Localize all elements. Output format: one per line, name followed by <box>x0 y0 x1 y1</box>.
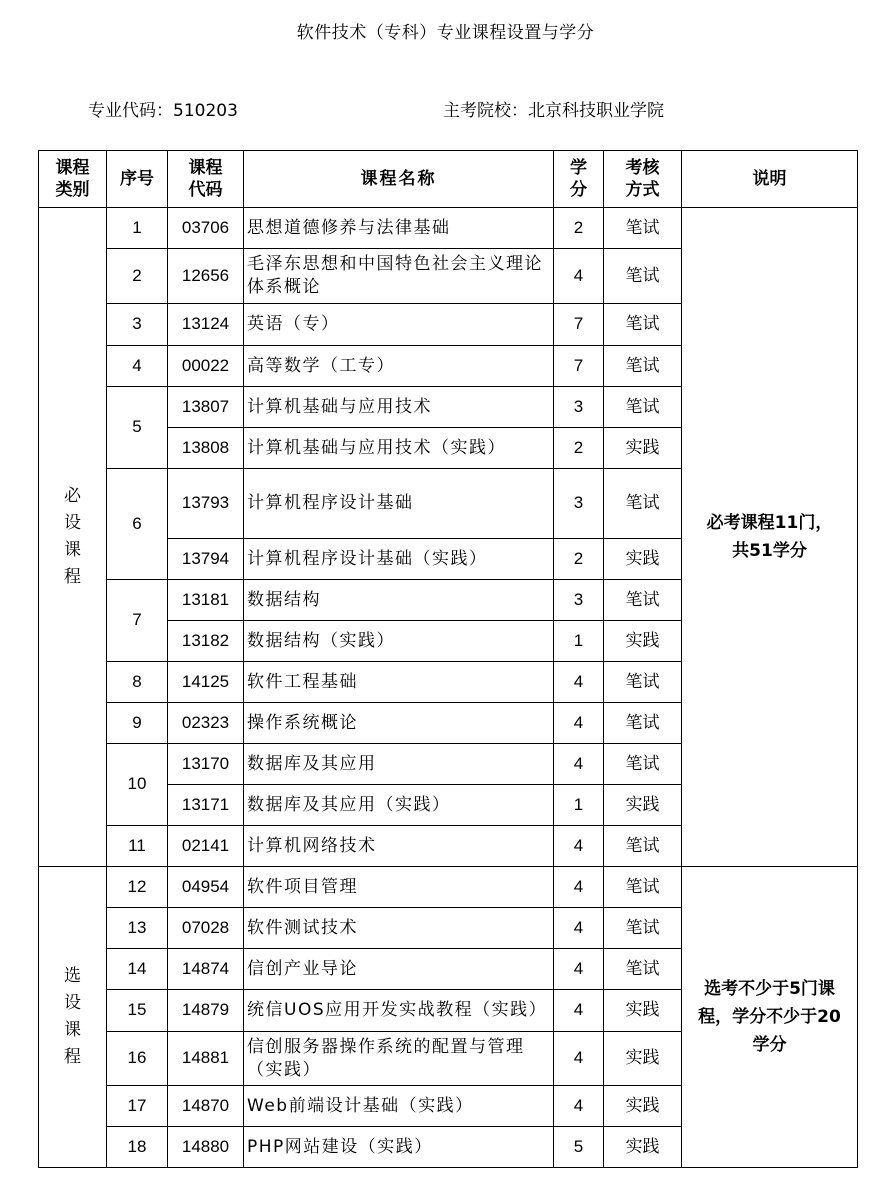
cell-name: 数据结构 <box>244 580 554 621</box>
cell-seq: 6 <box>107 469 168 580</box>
cell-code: 14879 <box>168 990 244 1032</box>
cell-name: 英语（专） <box>244 304 554 346</box>
cell-name: 数据库及其应用（实践） <box>244 785 554 826</box>
cell-exam: 笔试 <box>604 826 682 867</box>
cell-name: 信创产业导论 <box>244 949 554 990</box>
cell-exam: 笔试 <box>604 908 682 949</box>
header-credit: 学分 <box>554 151 604 208</box>
cell-code: 13807 <box>168 387 244 428</box>
cell-code: 13124 <box>168 304 244 346</box>
cell-credit: 4 <box>554 1032 604 1086</box>
cell-seq: 2 <box>107 249 168 304</box>
cell-seq: 12 <box>107 867 168 908</box>
cell-seq: 17 <box>107 1086 168 1127</box>
cell-code: 13182 <box>168 621 244 662</box>
cell-exam: 笔试 <box>604 867 682 908</box>
cell-name: 软件工程基础 <box>244 662 554 703</box>
cell-code: 14880 <box>168 1127 244 1168</box>
cell-seq: 8 <box>107 662 168 703</box>
cell-credit: 3 <box>554 387 604 428</box>
cell-seq: 7 <box>107 580 168 662</box>
cell-code: 12656 <box>168 249 244 304</box>
cell-exam: 笔试 <box>604 249 682 304</box>
cell-name: Web前端设计基础（实践） <box>244 1086 554 1127</box>
cell-seq: 1 <box>107 208 168 249</box>
cell-credit: 4 <box>554 949 604 990</box>
cell-seq: 9 <box>107 703 168 744</box>
cell-code: 13793 <box>168 469 244 539</box>
cell-code: 04954 <box>168 867 244 908</box>
cell-name: 数据库及其应用 <box>244 744 554 785</box>
cell-code: 14874 <box>168 949 244 990</box>
cell-name: 毛泽东思想和中国特色社会主义理论体系概论 <box>244 249 554 304</box>
cell-seq: 16 <box>107 1032 168 1086</box>
cell-name: 数据结构（实践） <box>244 621 554 662</box>
table-row <box>39 867 858 908</box>
cell-seq: 4 <box>107 346 168 387</box>
cell-seq: 3 <box>107 304 168 346</box>
cell-credit: 2 <box>554 539 604 580</box>
cell-name: 软件测试技术 <box>244 908 554 949</box>
cell-exam: 实践 <box>604 990 682 1032</box>
header-seq: 序号 <box>107 151 168 208</box>
note-elective: 选考不少于5门课程，学分不少于20学分 <box>682 867 858 1168</box>
cell-exam: 笔试 <box>604 703 682 744</box>
cell-code: 14870 <box>168 1086 244 1127</box>
cell-name: 软件项目管理 <box>244 867 554 908</box>
category-elective-label: 选设课程 <box>64 966 81 1067</box>
cell-name: 高等数学（工专） <box>244 346 554 387</box>
cell-exam: 实践 <box>604 1032 682 1086</box>
cell-credit: 4 <box>554 662 604 703</box>
cell-code: 13794 <box>168 539 244 580</box>
cell-code: 13181 <box>168 580 244 621</box>
cell-name: 统信UOS应用开发实战教程（实践） <box>244 990 554 1032</box>
cell-credit: 7 <box>554 304 604 346</box>
cell-name: 思想道德修养与法律基础 <box>244 208 554 249</box>
cell-name: 计算机程序设计基础（实践） <box>244 539 554 580</box>
cell-exam: 实践 <box>604 539 682 580</box>
cell-credit: 4 <box>554 249 604 304</box>
cell-code: 13171 <box>168 785 244 826</box>
cell-credit: 2 <box>554 208 604 249</box>
cell-exam: 笔试 <box>604 208 682 249</box>
note-required: 必考课程11门，共51学分 <box>682 208 858 867</box>
cell-credit: 4 <box>554 744 604 785</box>
cell-code: 13170 <box>168 744 244 785</box>
category-elective <box>39 867 107 1168</box>
header-code: 课程代码 <box>168 151 244 208</box>
category-required <box>39 208 107 867</box>
cell-seq: 11 <box>107 826 168 867</box>
cell-name: 信创服务器操作系统的配置与管理（实践） <box>244 1032 554 1086</box>
cell-exam: 笔试 <box>604 662 682 703</box>
cell-credit: 3 <box>554 580 604 621</box>
category-required-label: 必设课程 <box>64 486 81 587</box>
header-name: 课程名称 <box>244 151 554 208</box>
cell-credit: 4 <box>554 703 604 744</box>
cell-exam: 笔试 <box>604 469 682 539</box>
cell-code: 03706 <box>168 208 244 249</box>
header-exam: 考核方式 <box>604 151 682 208</box>
cell-seq: 18 <box>107 1127 168 1168</box>
cell-code: 07028 <box>168 908 244 949</box>
cell-code: 13808 <box>168 428 244 469</box>
cell-code: 14881 <box>168 1032 244 1086</box>
cell-credit: 4 <box>554 990 604 1032</box>
cell-name: 计算机基础与应用技术（实践） <box>244 428 554 469</box>
exam-school: 主考院校：北京科技职业学院 <box>443 101 664 121</box>
cell-exam: 笔试 <box>604 346 682 387</box>
cell-exam: 实践 <box>604 428 682 469</box>
cell-exam: 实践 <box>604 1127 682 1168</box>
cell-exam: 实践 <box>604 1086 682 1127</box>
cell-credit: 4 <box>554 867 604 908</box>
header-note: 说明 <box>682 151 858 208</box>
cell-seq: 10 <box>107 744 168 826</box>
cell-name: PHP网站建设（实践） <box>244 1127 554 1168</box>
cell-code: 14125 <box>168 662 244 703</box>
cell-name: 计算机网络技术 <box>244 826 554 867</box>
cell-name: 操作系统概论 <box>244 703 554 744</box>
cell-exam: 实践 <box>604 785 682 826</box>
course-table <box>38 150 858 1168</box>
cell-exam: 笔试 <box>604 949 682 990</box>
cell-exam: 笔试 <box>604 387 682 428</box>
cell-exam: 笔试 <box>604 580 682 621</box>
cell-exam: 笔试 <box>604 304 682 346</box>
cell-code: 02141 <box>168 826 244 867</box>
cell-credit: 4 <box>554 826 604 867</box>
page-title: 软件技术（专科）专业课程设置与学分 <box>296 23 595 43</box>
cell-seq: 14 <box>107 949 168 990</box>
cell-code: 00022 <box>168 346 244 387</box>
cell-credit: 1 <box>554 621 604 662</box>
cell-credit: 7 <box>554 346 604 387</box>
cell-credit: 1 <box>554 785 604 826</box>
table-row <box>39 208 858 249</box>
cell-code: 02323 <box>168 703 244 744</box>
cell-credit: 4 <box>554 908 604 949</box>
cell-credit: 4 <box>554 1086 604 1127</box>
cell-credit: 3 <box>554 469 604 539</box>
cell-credit: 2 <box>554 428 604 469</box>
header-row <box>39 151 858 208</box>
major-code: 专业代码：510203 <box>88 101 238 121</box>
cell-seq: 13 <box>107 908 168 949</box>
header-category: 课程类别 <box>39 151 107 208</box>
cell-seq: 15 <box>107 990 168 1032</box>
cell-name: 计算机基础与应用技术 <box>244 387 554 428</box>
cell-name: 计算机程序设计基础 <box>244 469 554 539</box>
cell-seq: 5 <box>107 387 168 469</box>
cell-exam: 笔试 <box>604 744 682 785</box>
cell-credit: 5 <box>554 1127 604 1168</box>
cell-exam: 实践 <box>604 621 682 662</box>
